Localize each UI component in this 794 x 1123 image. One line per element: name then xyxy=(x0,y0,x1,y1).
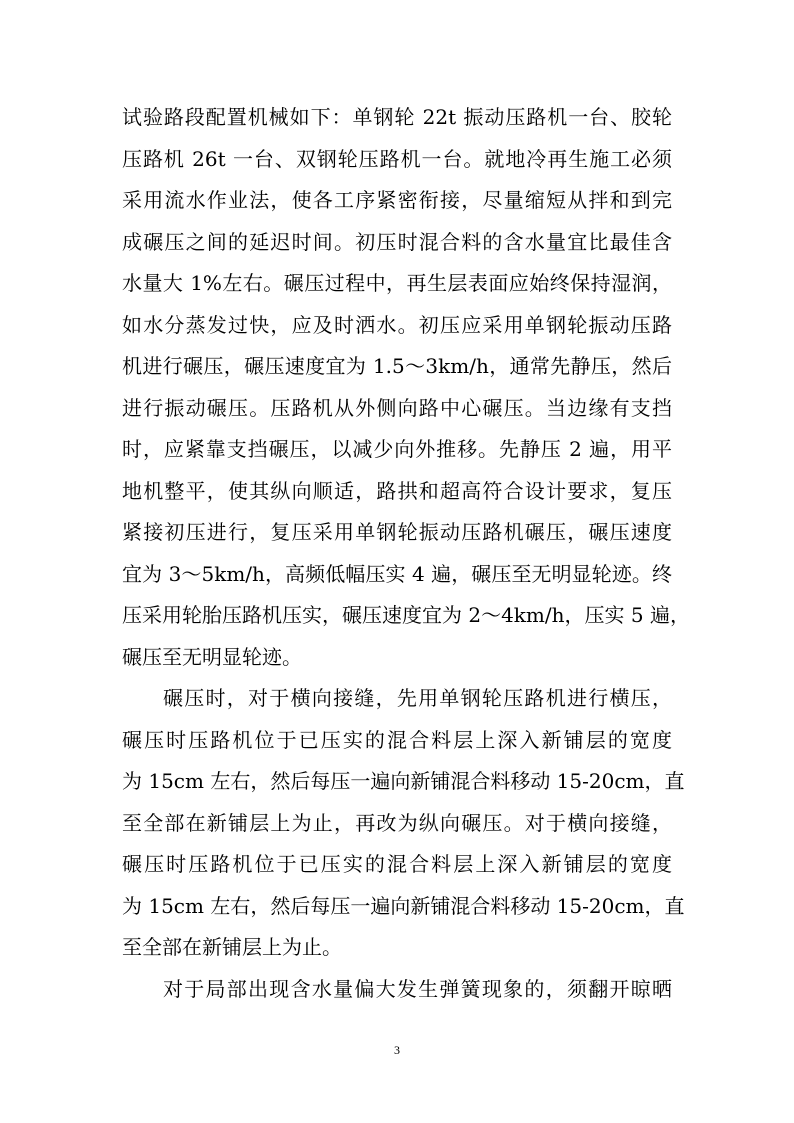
text-line: 对于局部出现含水量偏大发生弹簧现象的，须翻开晾晒 xyxy=(163,976,672,1001)
page-number: 3 xyxy=(394,1043,400,1057)
text-line: 成碾压之间的延迟时间。初压时混合料的含水量宜比最佳含 xyxy=(122,229,672,254)
text-line: 宜为 3～5km/h，高频低幅压实 4 遍，碾压至无明显轮迹。终 xyxy=(122,561,672,586)
text-line: 为 15cm 左右，然后每压一遍向新铺混合料移动 15-20cm，直 xyxy=(122,769,685,793)
text-line: 至全部在新铺层上为止。 xyxy=(122,935,342,959)
text-line: 机进行碾压，碾压速度宜为 1.5～3km/h，通常先静压，然后 xyxy=(122,354,672,378)
text-line: 碾压时，对于横向接缝，先用单钢轮压路机进行横压， xyxy=(163,686,672,710)
text-line: 采用流水作业法，使各工序紧密衔接，尽量缩短从拌和到完 xyxy=(122,188,672,212)
text-line: 水量大 1%左右。碾压过程中，再生层表面应始终保持湿润， xyxy=(122,271,672,295)
text-line: 试验路段配置机械如下：单钢轮 22t 振动压路机一台、胶轮 xyxy=(122,105,672,129)
text-line: 时，应紧靠支挡碾压，以减少向外推移。先静压 2 遍，用平 xyxy=(122,437,672,461)
text-line: 碾压至无明显轮迹。 xyxy=(122,644,302,669)
text-line: 地机整平，使其纵向顺适，路拱和超高符合设计要求，复压 xyxy=(122,478,672,503)
text-line: 如水分蒸发过快，应及时洒水。初压应采用单钢轮振动压路 xyxy=(122,312,672,337)
text-line: 进行振动碾压。压路机从外侧向路中心碾压。当边缘有支挡 xyxy=(122,395,672,420)
text-line: 碾压时压路机位于已压实的混合料层上深入新铺层的宽度 xyxy=(122,852,672,876)
text-line: 压路机 26t 一台、双钢轮压路机一台。就地冷再生施工必须 xyxy=(122,146,672,171)
text-line: 为 15cm 左右，然后每压一遍向新铺混合料移动 15-20cm，直 xyxy=(122,893,685,918)
text-line: 至全部在新铺层上为止，再改为纵向碾压。对于横向接缝， xyxy=(122,810,672,835)
text-line: 紧接初压进行，复压采用单钢轮振动压路机碾压，碾压速度 xyxy=(122,520,672,544)
text-line: 压采用轮胎压路机压实，碾压速度宜为 2～4km/h，压实 5 遍， xyxy=(122,603,690,627)
body-text xyxy=(122,97,690,1010)
text-line: 碾压时压路机位于已压实的混合料层上深入新铺层的宽度 xyxy=(122,727,672,752)
